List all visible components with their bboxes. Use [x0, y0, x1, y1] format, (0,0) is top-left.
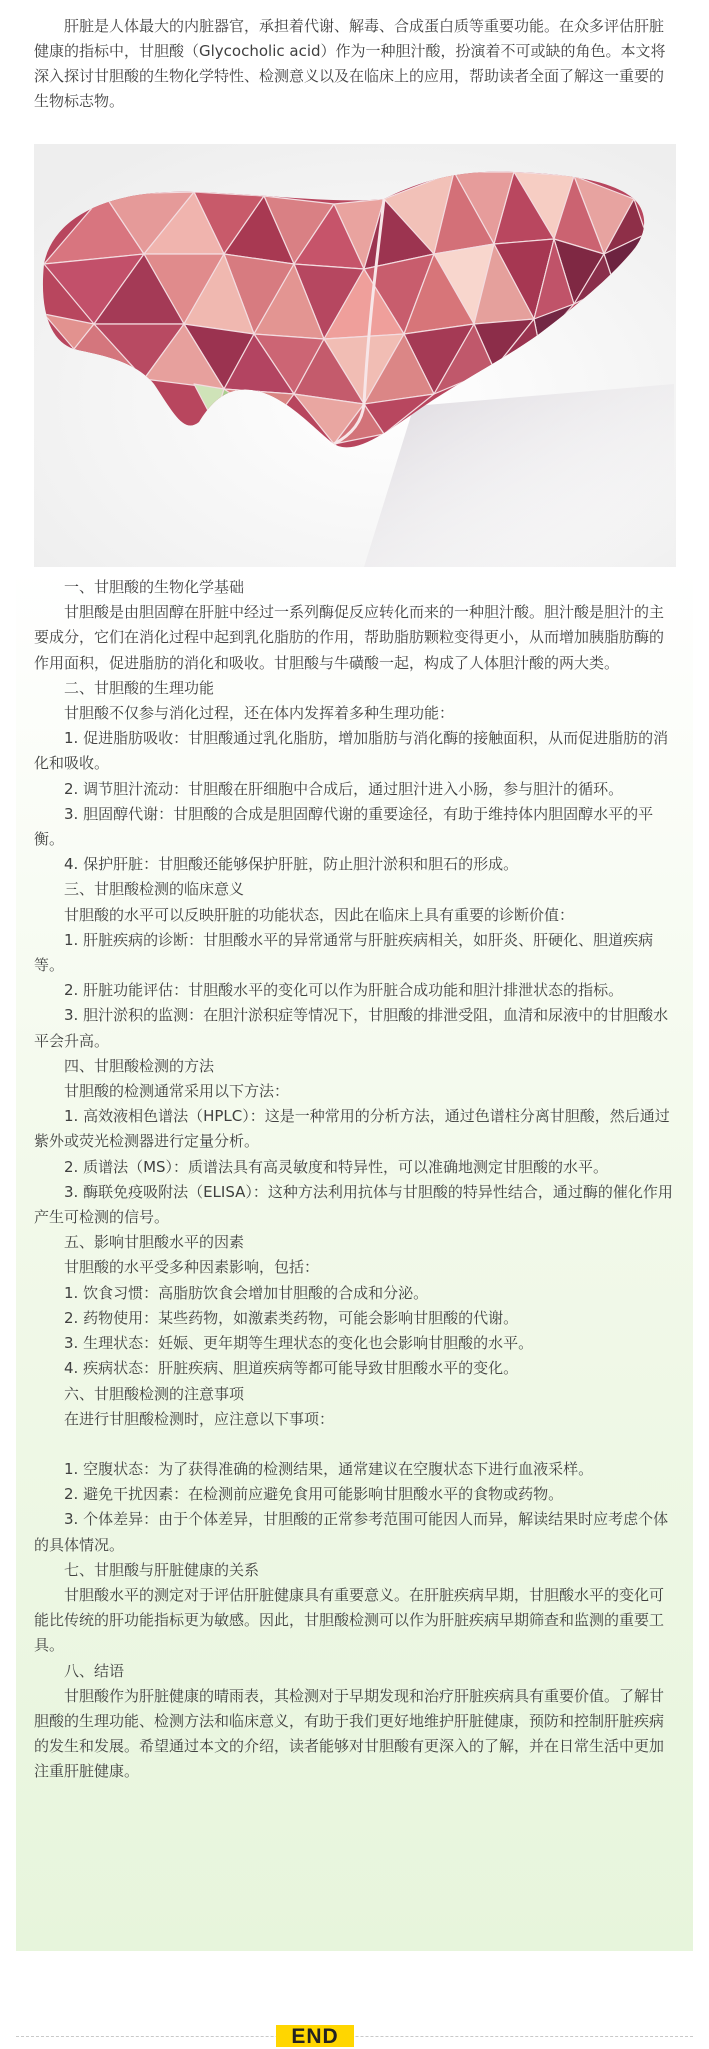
section-heading: 六、甘胆酸检测的注意事项	[64, 1384, 245, 1403]
blank-line	[34, 1432, 676, 1457]
list-item: 3. 胆汁淤积的监测：在胆汁淤积症等情况下，甘胆酸的排泄受阻，血清和尿液中的甘胆酸水平会升高。	[34, 1006, 669, 1050]
paragraph: 甘胆酸的水平可以反映肝脏的功能状态，因此在临床上具有重要的诊断价值：	[64, 905, 575, 924]
list-item: 2. 调节胆汁流动：甘胆酸在肝细胞中合成后，通过胆汁进入小肠，参与胆汁的循环。	[64, 779, 624, 798]
section-heading: 四、甘胆酸检测的方法	[64, 1056, 215, 1075]
list-item: 3. 酶联免疫吸附法（ELISA）：这种方法利用抗体与甘胆酸的特异性结合，通过酶的催化作用产生可检测的信号。	[34, 1182, 673, 1227]
section-heading: 三、甘胆酸检测的临床意义	[64, 880, 245, 899]
section-heading: 二、甘胆酸的生理功能	[64, 678, 215, 697]
section-heading: 五、影响甘胆酸水平的因素	[64, 1233, 245, 1252]
list-item: 3. 生理状态：妊娠、更年期等生理状态的变化也会影响甘胆酸的水平。	[64, 1334, 534, 1353]
list-item: 1. 肝脏疾病的诊断：甘胆酸水平的异常通常与肝脏疾病相关，如肝炎、肝硬化、胆道疾病等。	[34, 930, 654, 975]
article-body	[34, 575, 676, 1785]
section-heading: 七、甘胆酸与肝脏健康的关系	[64, 1560, 260, 1579]
list-item: 3. 胆固醇代谢：甘胆酸的合成是胆固醇代谢的重要途径，有助于维持体内胆固醇水平的平衡。	[34, 804, 654, 849]
list-item: 2. 质谱法（MS）：质谱法具有高灵敏度和特异性，可以准确地测定甘胆酸的水平。	[64, 1157, 609, 1176]
list-item: 2. 肝脏功能评估：甘胆酸水平的变化可以作为肝脏合成功能和胆汁排泄状态的指标。	[64, 981, 624, 1000]
list-item: 2. 避免干扰因素：在检测前应避免食用可能影响甘胆酸水平的食物或药物。	[64, 1485, 564, 1504]
paragraph: 甘胆酸不仅参与消化过程，还在体内发挥着多种生理功能：	[64, 704, 455, 723]
list-item: 1. 空腹状态：为了获得准确的检测结果，通常建议在空腹状态下进行血液采样。	[64, 1459, 594, 1478]
end-divider	[0, 2020, 709, 2048]
section-heading: 八、结语	[64, 1661, 125, 1680]
end-label: END	[291, 2025, 339, 2048]
list-item: 1. 饮食习惯：高脂肪饮食会增加甘胆酸的合成和分泌。	[64, 1283, 429, 1302]
paragraph: 甘胆酸是由胆固醇在肝脏中经过一系列酶促反应转化而来的一种胆汁酸。胆汁酸是胆汁的主要成分，它们在消化过程中起到乳化脂肪的作用，帮助脂肪颗粒变得更小，从而增加胰脂肪酶的作用面积，促进脂肪的消化和吸收。甘胆酸与牛磺酸一起，构成了人体胆汁酸的两大类。	[34, 603, 665, 672]
paragraph: 甘胆酸水平的测定对于评估肝脏健康具有重要意义。在肝脏疾病早期，甘胆酸水平的变化可能比传统的肝功能指标更为敏感。因此，甘胆酸检测可以作为肝脏疾病早期筛查和监测的重要工具。	[34, 1585, 665, 1655]
list-item: 1. 促进脂肪吸收：甘胆酸通过乳化脂肪，增加脂肪与消化酶的接触面积，从而促进脂肪的消化和吸收。	[34, 729, 669, 773]
intro-paragraph: 肝脏是人体最大的内脏器官，承担着代谢、解毒、合成蛋白质等重要功能。在众多评估肝脏健康的指标中，甘胆酸（Glycocholic acid）作为一种胆汁酸，扮演着不可或缺的角色。本文将深入探讨甘胆酸的生物化学特性、检测意义以及在临床上的应用，帮助读者全面了解这一重要的生物标志物。	[34, 17, 666, 110]
list-item: 3. 个体差异：由于个体差异，甘胆酸的正常参考范围可能因人而异，解读结果时应考虑个体的具体情况。	[34, 1510, 669, 1554]
liver-illustration	[34, 144, 676, 567]
list-item: 4. 保护肝脏：甘胆酸还能够保护肝脏，防止胆汁淤积和胆石的形成。	[64, 855, 519, 874]
paragraph: 甘胆酸作为肝脏健康的晴雨表，其检测对于早期发现和治疗肝脏疾病具有重要价值。了解甘胆酸的生理功能、检测方法和临床意义，有助于我们更好地维护肝脏健康，预防和控制肝脏疾病的发生和发展。希望通过本文的介绍，读者能够对甘胆酸有更深入的了解，并在日常生活中更加注重肝脏健康。	[34, 1686, 665, 1781]
paragraph: 甘胆酸的水平受多种因素影响，包括：	[64, 1258, 320, 1277]
list-item: 4. 疾病状态：肝脏疾病、胆道疾病等都可能导致甘胆酸水平的变化。	[64, 1359, 519, 1378]
paragraph: 甘胆酸的检测通常采用以下方法：	[64, 1082, 290, 1101]
section-heading: 一、甘胆酸的生物化学基础	[64, 578, 245, 596]
paragraph: 在进行甘胆酸检测时，应注意以下事项：	[64, 1409, 335, 1428]
list-item: 2. 药物使用：某些药物，如激素类药物，可能会影响甘胆酸的代谢。	[64, 1308, 519, 1327]
end-dashed-line	[16, 2036, 693, 2037]
list-item: 1. 高效液相色谱法（HPLC）：这是一种常用的分析方法，通过色谱柱分离甘胆酸，然后通过紫外或荧光检测器进行定量分析。	[34, 1107, 670, 1151]
